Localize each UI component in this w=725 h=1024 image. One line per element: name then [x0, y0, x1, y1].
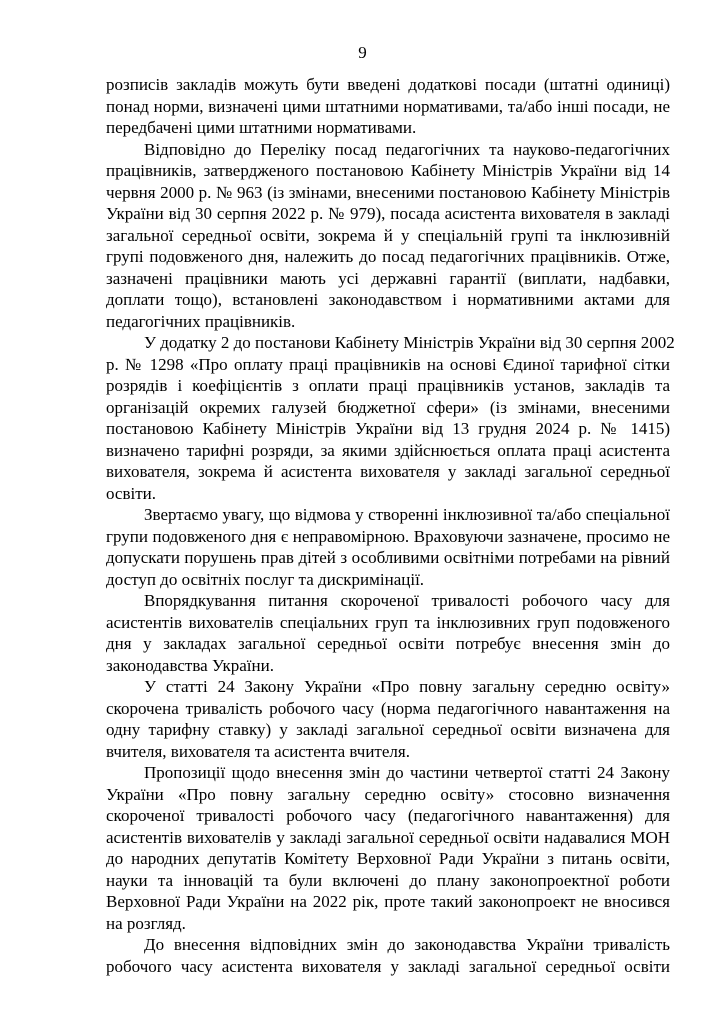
text-line: асистентів вихователів спеціальних груп та інклюзивних груп подовженого	[106, 612, 670, 632]
text-line: р. № 1298 «Про оплату праці працівників на основі Єдиної тарифної сітки	[106, 354, 670, 374]
text-line: освіти.	[106, 483, 156, 503]
text-line: загальної середньої освіти, зокрема й у спеціальній групі та інклюзивній	[106, 225, 670, 245]
text-line: на розгляд.	[106, 913, 186, 933]
paragraph	[106, 676, 670, 762]
text-line: червня 2000 р. № 963 (із змінами, внесеними постановою Кабінету Міністрів	[106, 182, 670, 202]
text-line: до народних депутатів Комітету Верховної Ради України з питань освіти,	[106, 849, 670, 868]
text-line: педагогічних працівників.	[106, 311, 296, 331]
text-line: Верховної Ради України на 2022 рік, проте такий законопроект не вносився	[106, 892, 670, 911]
paragraph	[106, 590, 670, 676]
text-line: У додатку 2 до постанови Кабінету Міністрів України від 30 серпня 2002	[144, 333, 675, 352]
text-line: До внесення відповідних змін до законодавства України тривалість	[144, 935, 670, 954]
text-line: законодавства України.	[106, 655, 274, 675]
text-line: доступ до освітніх послуг та дискримінації.	[106, 569, 425, 589]
paragraph	[106, 762, 670, 934]
text-line: зазначені працівники мають усі державні гарантії (виплати, надбавки,	[106, 268, 670, 288]
paragraph	[106, 934, 670, 977]
paragraph	[106, 332, 675, 504]
paragraph	[106, 139, 670, 333]
text-line: доплати тощо), встановлені законодавством і нормативними актами для	[106, 290, 670, 309]
text-line: Відповідно до Переліку посад педагогічних та науково-педагогічних	[144, 139, 670, 159]
text-line: працівників, затвердженого постановою Кабінету Міністрів України від 14	[106, 161, 670, 180]
text-line: У статті 24 Закону України «Про повну загальну середню освіту»	[144, 677, 670, 696]
text-line: асистентів вихователів у закладі загальної середньої освіти надавалися МОН	[106, 827, 670, 847]
text-line: понад норми, визначені цими штатними нормативами, та/або інші посади, не	[106, 96, 670, 116]
paragraph	[106, 74, 670, 139]
text-line: України від 30 серпня 2022 р. № 979), посада асистента вихователя в закладі	[106, 204, 670, 223]
text-line: постановою Кабінету Міністрів України від 13 грудня 2024 р. № 1415)	[106, 419, 670, 438]
document-body	[106, 74, 675, 977]
text-line: вчителя, вихователя та асистента вчителя.	[106, 741, 410, 761]
text-line: Звертаємо увагу, що відмова у створенні інклюзивної та/або спеціальної	[144, 505, 670, 524]
text-line: Пропозиції щодо внесення змін до частини четвертої статті 24 Закону	[144, 763, 670, 782]
paragraph	[106, 504, 670, 590]
text-line: групі подовженого дня, належить до посад педагогічних працівників. Отже,	[106, 247, 670, 266]
text-line: України «Про повну загальну середню освіту» стосовно визначення	[106, 784, 670, 804]
text-line: скорочена тривалість робочого часу (норма педагогічного навантаження на	[106, 698, 670, 718]
text-line: розписів закладів можуть бути введені додаткові посади (штатні одиниці)	[106, 75, 670, 94]
text-line: передбачені цими штатними нормативами.	[106, 118, 417, 137]
text-line: розрядів і коефіцієнтів з оплати праці працівників установ, закладів та	[106, 376, 670, 395]
text-line: організацій окремих галузей бюджетної сфери» (із змінами, внесеними	[106, 397, 670, 417]
text-line: визначено тарифні розряди, за якими здійснюється оплата праці асистента	[106, 440, 670, 460]
text-line: вихователя, зокрема й асистента вихователя у закладі загальної середньої	[106, 462, 670, 481]
text-line: дня у закладах загальної середньої освіти потребує внесення змін до	[106, 634, 670, 653]
text-line: робочого часу асистента вихователя у закладі загальної середньої освіти	[106, 956, 670, 976]
text-line: допускати порушень прав дітей з особливими освітніми потребами на рівний	[106, 548, 670, 567]
text-line: групи подовженого дня є неправомірною. Враховуючи зазначене, просимо не	[106, 526, 670, 546]
text-line: Впорядкування питання скороченої тривалості робочого часу для	[144, 591, 670, 610]
text-line: скороченої тривалості робочого часу (педагогічного навантаження) для	[106, 806, 670, 825]
text-line: науки та інновацій та були включені до плану законопроектної роботи	[106, 870, 670, 890]
page-number: 9	[358, 43, 367, 62]
text-line: одну тарифну ставку) у закладі загальної середньої освіти визначена для	[106, 720, 670, 739]
